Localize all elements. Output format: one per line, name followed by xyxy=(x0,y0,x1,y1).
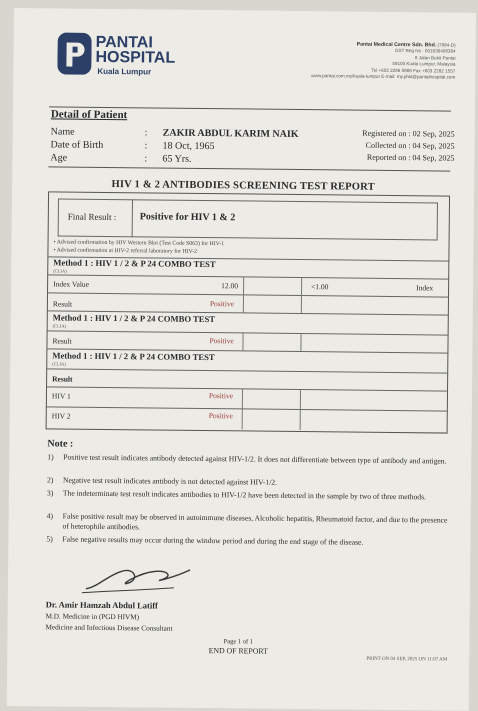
method-sub: (CLIA) xyxy=(52,323,67,329)
patient-dob: 18 Oct, 1965 xyxy=(162,140,215,153)
grid-line xyxy=(300,333,301,351)
patient-age: 65 Yrs. xyxy=(162,153,192,165)
index-reference: <1.00 xyxy=(311,282,329,292)
pantai-logo-icon xyxy=(57,32,91,74)
colon: : xyxy=(144,127,148,139)
final-result-label: Final Result : xyxy=(67,211,117,223)
grid-line xyxy=(242,332,243,350)
hiv2-label: HIV 2 xyxy=(51,411,71,421)
doctor-title: Medicine and Infectious Disease Consultant xyxy=(45,623,173,633)
brand-city: Kuala Lumpur xyxy=(97,66,152,77)
final-result-value: Positive for HIV 1 & 2 xyxy=(139,211,236,224)
report-page xyxy=(7,8,476,711)
method-sub: (CLIA) xyxy=(52,361,66,367)
note-item: 2) Negative test result indicates antibody is not detected against HIV-1/2. xyxy=(47,475,278,487)
method-title: Method 1 : HIV 1 / 2 & P 24 COMBO TEST xyxy=(53,257,216,270)
result-value: Positive xyxy=(209,299,235,309)
report-title: HIV 1 & 2 ANTIBODIES SCREENING TEST REPORT xyxy=(111,179,375,193)
result-label: Result xyxy=(52,299,73,309)
note-item: 4) False positive result may be observed in autoimmune diseases, Alcoholic hepatitis, Rheumatoid factor, and due to the presence of heterophile antibodies. xyxy=(46,511,448,532)
note-item: 5) False negative results may occur during the window period and during the end stage of the disease. xyxy=(46,534,364,547)
dob-label: Date of Birth xyxy=(50,139,104,151)
note-item: 1) Positive test result indicates antibody detected against HIV-1/2. It does not differentiate between type of antibody and antigen. xyxy=(47,452,447,466)
patient-name: ZAKIR ABDUL KARIM NAIK xyxy=(162,127,299,140)
end-of-report: END OF REPORT xyxy=(208,646,268,656)
collected-date: Collected on : 04 Sep, 2025 xyxy=(365,140,455,151)
page-number: Page 1 of 1 xyxy=(223,638,254,646)
divider xyxy=(48,166,450,171)
result-header: Result xyxy=(52,374,73,384)
hiv1-value: Positive xyxy=(208,391,234,401)
colon: : xyxy=(144,140,148,152)
hospital-address: Pantai Medical Centre Sdn. Bhd. (7884-D) GST Reg No : 001638408384 8 Jalan Bukit Pantai 59100 Kuala Lumpur, Malaysia Tel +603 2296 0888 Fax +603 2282 1557 www.pantai.com.my/kuala-lumpur E-mail: my.phkl@pantaihospital.com xyxy=(311,41,456,80)
index-label: Index Value xyxy=(53,279,90,289)
doctor-signature-icon xyxy=(78,557,198,598)
age-label: Age xyxy=(50,152,68,164)
hiv2-value: Positive xyxy=(208,411,233,421)
brand-name: PANTAI HOSPITAL xyxy=(95,33,176,67)
colon: : xyxy=(144,153,148,165)
name-label: Name xyxy=(50,126,75,138)
index-value: 12.00 xyxy=(221,281,239,291)
advice-line: • Advised confirmation at HIV-2 referral laboratory for HIV-2 xyxy=(53,247,198,255)
index-unit: Index xyxy=(416,283,434,293)
notes-title: Note : xyxy=(47,438,74,450)
registered-date: Registered on : 02 Sep, 2025 xyxy=(362,128,455,139)
advice-line: • Advised confirmation by HIV Western Blot (Test Code S063) for HIV-1 xyxy=(53,239,225,248)
print-timestamp: PRINT ON 04 SEP, 2025 ON 11:07 AM xyxy=(366,656,448,663)
result-value: Positive xyxy=(209,336,234,346)
method-title: Method 1 : HIV 1 / 2 & P 24 COMBO TEST xyxy=(52,350,215,363)
method-sub: (CLIA) xyxy=(53,268,67,274)
doctor-qualification: M.D. Medicine in (PGD HIVM) xyxy=(45,612,140,622)
patient-section-title: Detail of Patient xyxy=(50,108,128,122)
method-title: Method 1 : HIV 1 / 2 & P 24 COMBO TEST xyxy=(52,312,216,325)
result-label: Result xyxy=(52,336,72,346)
reported-date: Reported on : 04 Sep, 2025 xyxy=(366,152,455,163)
doctor-name: Dr. Amir Hamzah Abdul Latiff xyxy=(45,599,158,611)
hiv1-label: HIV 1 xyxy=(51,391,71,401)
note-item: 3) The indeterminate test result indicates antibodies to HIV-1/2 have been detected in the sample by two of three methods. xyxy=(46,488,427,502)
